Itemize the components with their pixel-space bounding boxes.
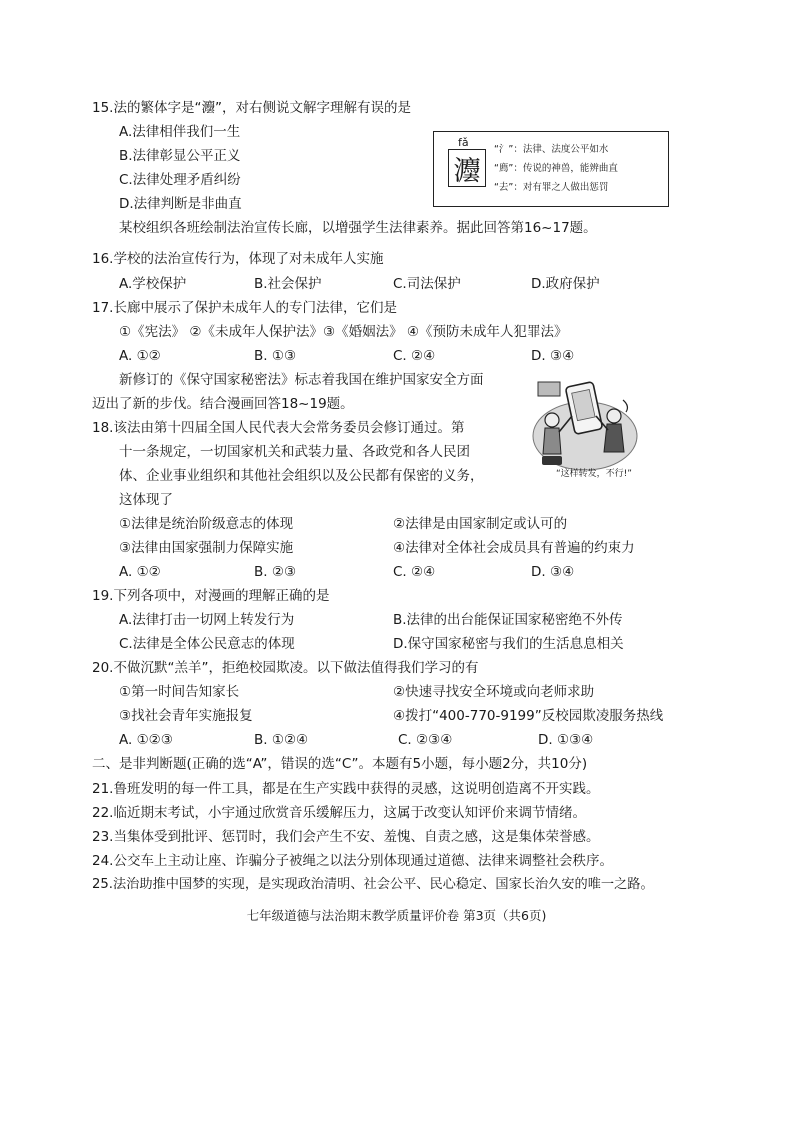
q20-item-3: ③找社会青年实施报复: [119, 708, 253, 724]
char-note-beast: “廌”：传说的神兽，能辨曲直: [494, 163, 618, 174]
q18-option-a: A. ①②: [119, 564, 161, 580]
q17-option-d: D. ③④: [531, 348, 575, 364]
q20-item-1: ①第一时间告知家长: [119, 684, 240, 700]
q20-option-a: A. ①②③: [119, 732, 173, 748]
q19-stem: 19.下列各项中，对漫画的理解正确的是: [92, 588, 330, 604]
q16-option-a: A.学校保护: [119, 276, 187, 292]
context-16-17: 某校组织各班绘制法治宣传长廊，以增强学生法律素养。据此回答第16~17题。: [119, 220, 597, 236]
q15-option-a: A.法律相伴我们一生: [119, 124, 241, 140]
q25: 25.法治助推中国梦的实现，是实现政治清明、社会公平、民心稳定、国家长治久安的唯一之路。: [92, 877, 654, 892]
q20-item-2: ②快速寻找安全环境或向老师求助: [393, 684, 595, 700]
q22: 22.临近期末考试，小宇通过欣赏音乐缓解压力，这属于改变认知评价来调节情绪。: [92, 805, 586, 821]
q21: 21.鲁班发明的每一件工具，都是在生产实践中获得的灵感，这说明创造离不开实践。: [92, 781, 600, 797]
q17-option-b: B. ①③: [254, 348, 297, 364]
q15-option-b: B.法律彰显公平正义: [119, 148, 241, 164]
q15-option-c: C.法律处理矛盾纠纷: [119, 172, 241, 188]
q18-option-b: B. ②③: [254, 564, 297, 580]
q18-stem-line2: 十一条规定，一切国家机关和武装力量、各政党和各人民团: [119, 444, 470, 460]
char-pinyin: fǎ: [458, 136, 469, 149]
q16-option-b: B.社会保护: [254, 276, 322, 292]
q20-option-d: D. ①③④: [538, 732, 594, 748]
q24: 24.公交车上主动让座、诈骗分子被绳之以法分别体现通过道德、法律来调整社会秩序。: [92, 853, 613, 869]
q18-stem-line4: 这体现了: [119, 492, 173, 508]
q16-option-d: D.政府保护: [531, 276, 600, 292]
q16-stem: 16.学校的法治宣传行为，体现了对未成年人实施: [92, 251, 384, 267]
char-note-water: “氵”：法律、法度公平如水: [494, 144, 609, 155]
q18-stem-line1: 18.该法由第十四届全国人民代表大会常务委员会修订通过。第: [92, 420, 465, 436]
q17-items: ①《宪法》 ②《未成年人保护法》③《婚姻法》 ④《预防未成年人犯罪法》: [119, 324, 568, 340]
q20-stem: 20.不做沉默“羔羊”，拒绝校园欺凌。以下做法值得我们学习的有: [92, 660, 479, 676]
q20-option-b: B. ①②④: [254, 732, 309, 748]
q18-option-d: D. ③④: [531, 564, 575, 580]
q16-option-c: C.司法保护: [393, 276, 461, 292]
secrecy-cartoon: [530, 376, 640, 476]
char-glyph: 灋: [448, 149, 486, 187]
q19-option-c: C.法律是全体公民意志的体现: [119, 636, 295, 652]
q20-item-4: ④拨打“400-770-9199”反校园欺凌服务热线: [393, 708, 664, 724]
q17-stem: 17.长廊中展示了保护未成年人的专门法律，它们是: [92, 300, 397, 316]
q18-item-3: ③法律由国家强制力保障实施: [119, 540, 294, 556]
q18-option-c: C. ②④: [393, 564, 436, 580]
page-footer: 七年级道德与法治期末教学质量评价卷 第3页（共6页): [246, 908, 547, 923]
context-18-19-line2: 迈出了新的步伐。结合漫画回答18~19题。: [92, 396, 354, 412]
q17-option-a: A. ①②: [119, 348, 161, 364]
q19-option-a: A.法律打击一切网上转发行为: [119, 612, 295, 628]
q19-option-b: B.法律的出台能保证国家秘密绝不外传: [393, 612, 623, 628]
q18-stem-line3: 体、企业事业组织和其他社会组织以及公民都有保密的义务，: [119, 468, 484, 484]
q18-item-4: ④法律对全体社会成员具有普遍的约束力: [393, 540, 635, 556]
section2-heading: 二、是非判断题(正确的选“A”，错误的选“C”。本题有5小题，每小题2分，共10分): [92, 756, 588, 772]
q18-item-1: ①法律是统治阶级意志的体现: [119, 516, 294, 532]
char-note-punish: “去”：对有罪之人做出惩罚: [494, 182, 609, 193]
q15-stem: 15.法的繁体字是“灋”，对右侧说文解字理解有误的是: [92, 100, 411, 116]
q18-item-2: ②法律是由国家制定或认可的: [393, 516, 568, 532]
context-18-19-line1: 新修订的《保守国家秘密法》标志着我国在维护国家安全方面: [119, 372, 484, 388]
q19-option-d: D.保守国家秘密与我们的生活息息相关: [393, 636, 624, 652]
q20-option-c: C. ②③④: [398, 732, 453, 748]
cartoon-caption: “这样转发，不行!”: [556, 469, 632, 479]
q23: 23.当集体受到批评、惩罚时，我们会产生不安、羞愧、自责之感，这是集体荣誉感。: [92, 829, 600, 845]
q15-option-d: D.法律判断是非曲直: [119, 196, 242, 212]
fa-character-illustration: [433, 131, 669, 207]
q17-option-c: C. ②④: [393, 348, 436, 364]
